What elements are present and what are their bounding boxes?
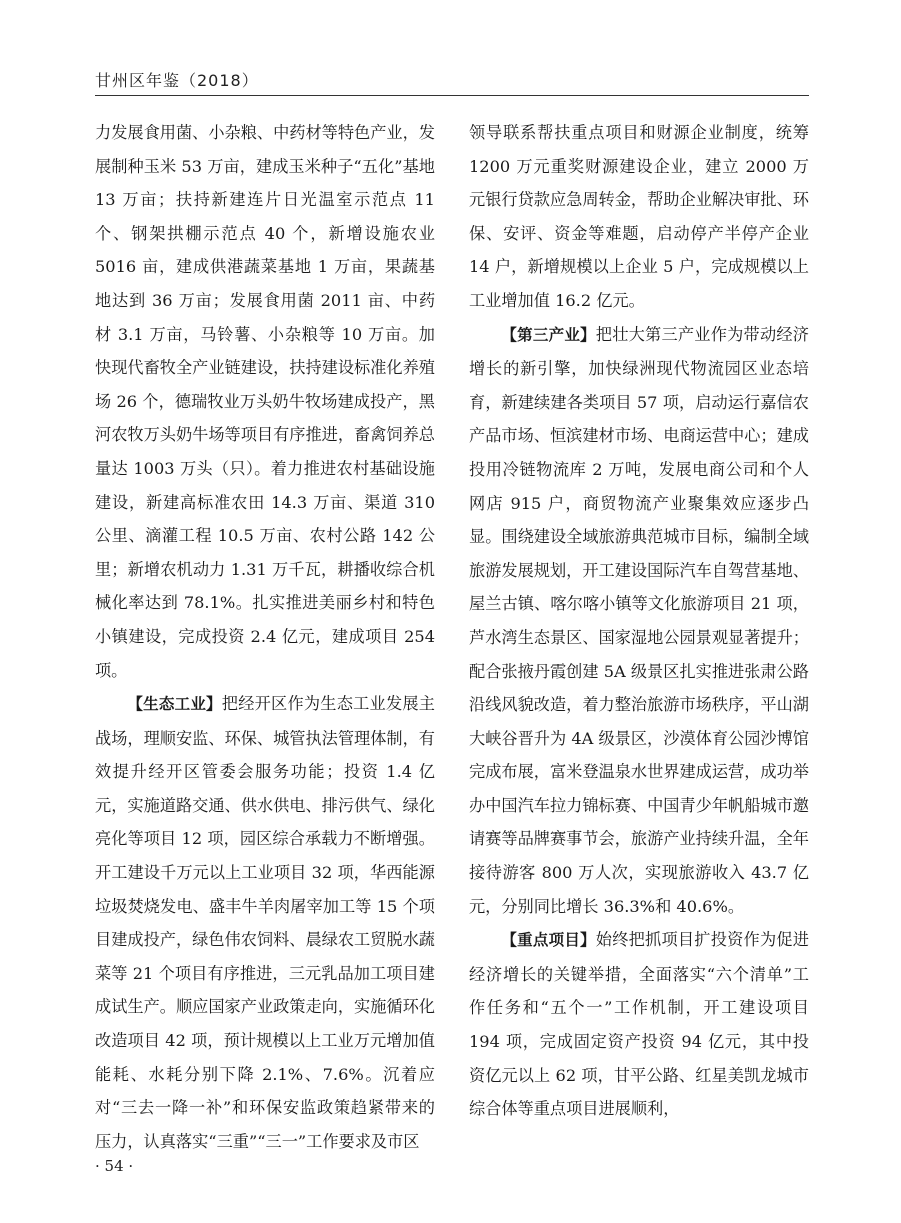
paragraph-body: 始终把抓项目扩投资作为促进经济增长的关键举措，全面落实“六个清单”工作任务和“五个一”工作机制，开工建设项目 194 项，完成固定资产投资 94 亿元，其中投资亿元以上 62 项，甘平公路、红星美凯龙城市综合体等重点项目进展顺利，: [469, 930, 809, 1119]
paragraph-body: 把经开区作为生态工业发展主战场，理顺安监、环保、城管执法管理体制，有效提升经开区管委会服务功能；投资 1.4 亿元，实施道路交通、供水供电、排污供气、绿化亮化等项目 12 项，园区综合承载力不断增强。开工建设千万元以上工业项目 32 项，华西能源垃圾焚烧发电、盛丰牛羊肉屠宰加工等 15 个项目建成投产，绿色伟农饲料、晨绿农工贸脱水蔬菜等 21 个项目有序推进，三元乳品加工项目建成试生产。顺应国家产业政策走向，实施循环化改造项目 42 项，预计规模以上工业万元增加值能耗、水耗分别下降 2.1%、7.6%。沉着应对“三去一降一补”和环保安监政策趋紧带来的压力，认真落实“三重”“三一”工作要求及市区: [95, 694, 435, 1151]
paragraph-industry-continued: 领导联系帮扶重点项目和财源企业制度，统筹 1200 万元重奖财源建设企业，建立 2000 万元银行贷款应急周转金，帮助企业解决审批、环保、安评、资金等难题，启动停产半停产企业 14 户，新增规模以上企业 5 户，完成规模以上工业增加值 16.2 亿元。: [469, 123, 809, 310]
paragraph-body: 把壮大第三产业作为带动经济增长的新引擎，加快绿洲现代物流园区业态培育，新建续建各类项目 57 项，启动运行嘉信农产品市场、恒滨建材市场、电商运营中心；建成投用冷链物流库 2 万吨，发展电商公司和个人网店 915 户，商贸物流产业聚集效应逐步凸显。围绕建设全域旅游典范城市目标，编制全域旅游发展规划，开工建设国际汽车自驾营基地、屋兰古镇、喀尔喀小镇等文化旅游项目 21 项，芦水湾生态景区、国家湿地公园景观显著提升；配合张掖丹霞创建 5A 级景区扎实推进张肃公路沿线风貌改造，着力整治旅游市场秩序，平山湖大峡谷晋升为 4A 级景区，沙漠体育公园沙博馆完成布展，富米登温泉水世界建成运营，成功举办中国汽车拉力锦标赛、中国青少年帆船城市邀请赛等品牌赛事节会，旅游产业持续升温，全年接待游客 800 万人次，实现旅游收入 43.7 亿元，分别同比增长 36.3%和 40.6%。: [469, 324, 809, 916]
paragraph-key-projects: [469, 923, 809, 1126]
right-column: [469, 116, 809, 1126]
paragraph-ecological-industry: [95, 687, 435, 1158]
section-heading-key-projects: 【重点项目】: [501, 931, 596, 950]
page-number: · 54 ·: [95, 1157, 134, 1175]
section-heading-tertiary-industry: 【第三产业】: [501, 325, 596, 344]
left-column: [95, 116, 435, 1158]
paragraph-tertiary-industry: [469, 318, 809, 924]
paragraph-agriculture-continued: 力发展食用菌、小杂粮、中药材等特色产业，发展制种玉米 53 万亩，建成玉米种子“五化”基地 13 万亩；扶持新建连片日光温室示范点 11 个、钢架拱棚示范点 40 个，新增设施农业 5016 亩，建成供港蔬菜基地 1 万亩，果蔬基地达到 36 万亩；发展食用菌 2011 亩、中药材 3.1 万亩，马铃薯、小杂粮等 10 万亩。加快现代畜牧全产业链建设，扶持建设标准化养殖场 26 个，德瑞牧业万头奶牛牧场建成投产，黑河农牧万头奶牛场等项目有序推进，畜禽饲养总量达 1003 万头（只）。着力推进农村基础设施建设，新建高标准农田 14.3 万亩、渠道 310 公里、滴灌工程 10.5 万亩、农村公路 142 公里；新增农机动力 1.31 万千瓦，耕播收综合机械化率达到 78.1%。扎实推进美丽乡村和特色小镇建设，完成投资 2.4 亿元，建成项目 254 项。: [95, 123, 435, 680]
running-head: 甘州区年鉴（2018）: [95, 71, 259, 90]
section-heading-ecological-industry: 【生态工业】: [127, 695, 222, 714]
header-rule: [95, 95, 809, 96]
